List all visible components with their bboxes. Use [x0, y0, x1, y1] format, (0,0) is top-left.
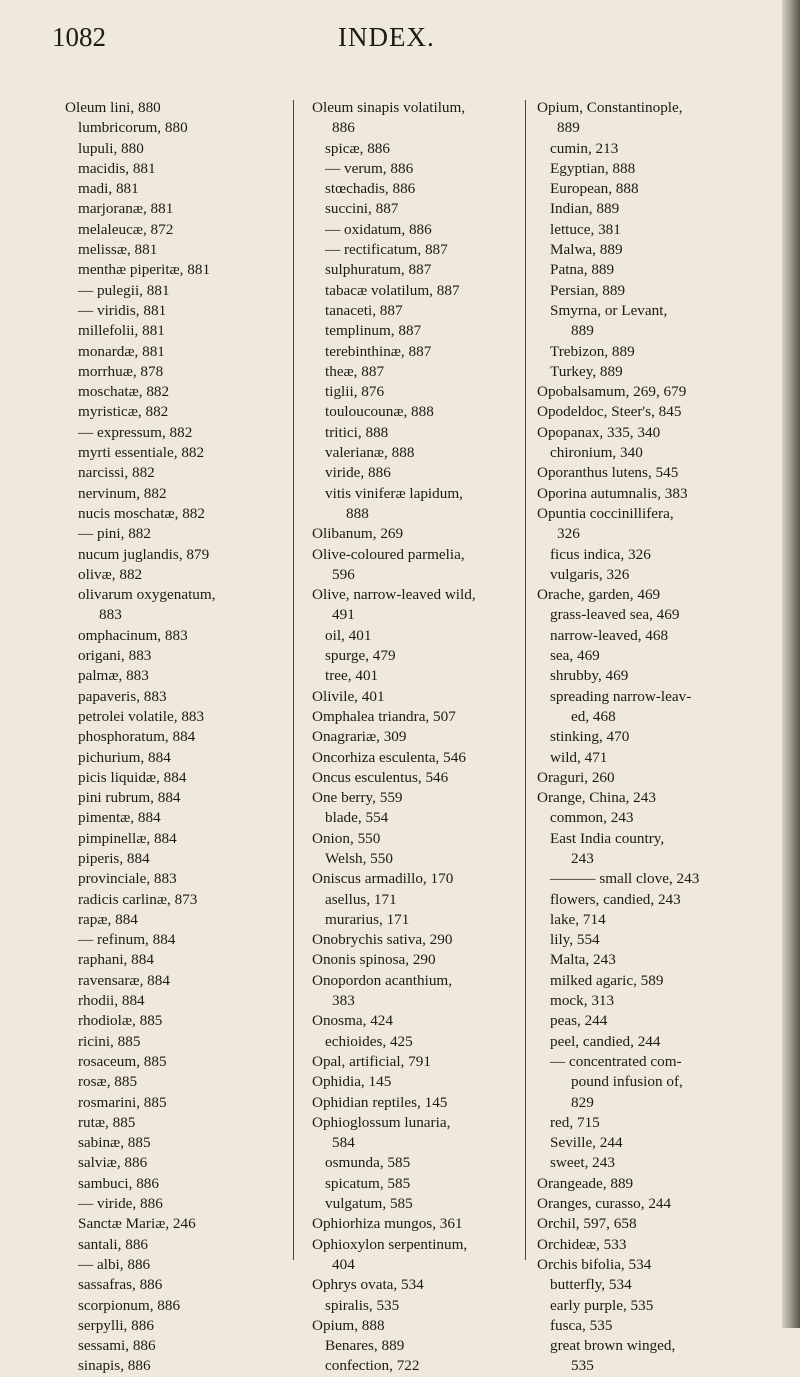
index-entry: 326 — [557, 525, 580, 543]
index-entry: early purple, 535 — [550, 1296, 654, 1314]
index-entry: papaveris, 883 — [78, 687, 167, 705]
index-entry: sea, 469 — [550, 647, 600, 665]
index-entry: nucis moschatæ, 882 — [78, 504, 205, 522]
index-entry: raphani, 884 — [78, 951, 154, 969]
index-entry: picis liquidæ, 884 — [78, 768, 187, 786]
index-entry: olivæ, 882 — [78, 565, 143, 583]
index-entry: Orange, China, 243 — [537, 789, 656, 807]
index-entry: stinking, 470 — [550, 728, 630, 746]
index-entry: monardæ, 881 — [78, 342, 165, 360]
index-entry: mock, 313 — [550, 992, 615, 1010]
index-entry: 596 — [332, 565, 355, 583]
index-entry: Turkey, 889 — [550, 362, 623, 380]
index-entry: rhodii, 884 — [78, 992, 145, 1010]
index-entry: — expressum, 882 — [78, 423, 193, 441]
index-entry: sambuci, 886 — [78, 1174, 159, 1192]
index-entry: One berry, 559 — [312, 789, 403, 807]
index-entry: provinciale, 883 — [78, 870, 177, 888]
index-entry: Seville, 244 — [550, 1134, 623, 1152]
index-entry: Orchideæ, 533 — [537, 1235, 627, 1253]
index-entry: Malwa, 889 — [550, 241, 623, 259]
index-entry: ——— small clove, 243 — [550, 870, 700, 888]
index-entry: theæ, 887 — [325, 362, 385, 380]
index-entry: Ophidian reptiles, 145 — [312, 1093, 448, 1111]
index-entry: rosæ, 885 — [78, 1073, 138, 1091]
index-entry: Orchil, 597, 658 — [537, 1215, 637, 1233]
index-entry: 491 — [332, 606, 355, 624]
index-entry: Onosma, 424 — [312, 1012, 393, 1030]
index-entry: melissæ, 881 — [78, 241, 158, 259]
index-entry: Oncus esculentus, 546 — [312, 768, 449, 786]
index-entry: tree, 401 — [325, 667, 379, 685]
index-entry: myristicæ, 882 — [78, 403, 169, 421]
index-entry: — viridis, 881 — [78, 301, 167, 319]
index-entry: spicatum, 585 — [325, 1174, 411, 1192]
index-entry: rutæ, 885 — [78, 1113, 136, 1131]
index-entry: — pini, 882 — [78, 525, 151, 543]
index-entry: macidis, 881 — [78, 159, 156, 177]
index-entry: narcissi, 882 — [78, 464, 155, 482]
index-entry: tritici, 888 — [325, 423, 389, 441]
index-entry: tabacæ volatilum, 887 — [325, 281, 460, 299]
index-entry: pichurium, 884 — [78, 748, 171, 766]
index-entry: 889 — [571, 322, 594, 340]
index-entry: pimpinellæ, 884 — [78, 829, 177, 847]
index-entry: — refinum, 884 — [78, 931, 176, 949]
index-entry: asellus, 171 — [325, 890, 397, 908]
index-entry: lupuli, 880 — [78, 139, 144, 157]
index-entry: fusca, 535 — [550, 1316, 613, 1334]
index-entry: 404 — [332, 1255, 355, 1273]
index-entry: vulgatum, 585 — [325, 1195, 413, 1213]
index-entry: echioides, 425 — [325, 1032, 413, 1050]
index-entry: narrow-leaved, 468 — [550, 626, 669, 644]
index-entry: Ononis spinosa, 290 — [312, 951, 436, 969]
index-entry: olivarum oxygenatum, — [78, 586, 216, 604]
index-entry: Opobalsamum, 269, 679 — [537, 383, 687, 401]
index-entry: wild, 471 — [550, 748, 608, 766]
index-entry: spreading narrow-leav- — [550, 687, 692, 705]
index-entry: morrhuæ, 878 — [78, 362, 164, 380]
index-entry: serpylli, 886 — [78, 1316, 154, 1334]
index-entry: origani, 883 — [78, 647, 152, 665]
index-entry: confection, 722 — [325, 1357, 420, 1375]
index-entry: — viride, 886 — [78, 1195, 163, 1213]
index-entry: Ophidia, 145 — [312, 1073, 392, 1091]
index-entry: Persian, 889 — [550, 281, 626, 299]
index-entry: 584 — [332, 1134, 355, 1152]
index-entry: 886 — [332, 119, 355, 137]
index-entry: Oncorhiza esculenta, 546 — [312, 748, 466, 766]
index-entry: milked agaric, 589 — [550, 971, 664, 989]
index-entry: stœchadis, 886 — [325, 180, 416, 198]
index-entry: sweet, 243 — [550, 1154, 615, 1172]
index-entry: Orache, garden, 469 — [537, 586, 661, 604]
index-entry: succini, 887 — [325, 200, 399, 218]
index-entry: Ophioxylon serpentinum, — [312, 1235, 468, 1253]
index-entry: radicis carlinæ, 873 — [78, 890, 198, 908]
index-entry: Indian, 889 — [550, 200, 620, 218]
index-entry: phosphoratum, 884 — [78, 728, 196, 746]
index-entry: pound infusion of, — [571, 1073, 683, 1091]
index-entry: chironium, 340 — [550, 444, 643, 462]
index-entry: Opal, artificial, 791 — [312, 1052, 431, 1070]
index-entry: — verum, 886 — [325, 159, 414, 177]
index-entry: tanaceti, 887 — [325, 301, 403, 319]
index-entry: viride, 886 — [325, 464, 391, 482]
index-entry: palmæ, 883 — [78, 667, 149, 685]
index-entry: grass-leaved sea, 469 — [550, 606, 680, 624]
index-entry: sinapis, 886 — [78, 1357, 151, 1375]
index-entry: — pulegii, 881 — [78, 281, 170, 299]
index-column-1 — [65, 98, 285, 1377]
index-entry: Olive, narrow-leaved wild, — [312, 586, 476, 604]
index-entry: lumbricorum, 880 — [78, 119, 188, 137]
index-entry: Benares, 889 — [325, 1337, 405, 1355]
index-entry: Oporanthus lutens, 545 — [537, 464, 679, 482]
index-entry: sassafras, 886 — [78, 1276, 163, 1294]
index-entry: Olivile, 401 — [312, 687, 385, 705]
index-entry: peel, candied, 244 — [550, 1032, 661, 1050]
index-entry: Sanctæ Mariæ, 246 — [78, 1215, 196, 1233]
index-entry: peas, 244 — [550, 1012, 608, 1030]
index-entry: templinum, 887 — [325, 322, 422, 340]
index-entry: rhodiolæ, 885 — [78, 1012, 163, 1030]
index-entry: tiglii, 876 — [325, 383, 385, 401]
index-entry: terebinthinæ, 887 — [325, 342, 432, 360]
index-entry: pini rubrum, 884 — [78, 789, 181, 807]
index-entry: 889 — [557, 119, 580, 137]
index-entry: Olibanum, 269 — [312, 525, 404, 543]
index-entry: myrti essentiale, 882 — [78, 444, 205, 462]
index-entry: — albi, 886 — [78, 1255, 151, 1273]
index-entry: — oxidatum, 886 — [325, 220, 432, 238]
index-entry: 243 — [571, 849, 594, 867]
index-entry: Opodeldoc, Steer's, 845 — [537, 403, 682, 421]
index-entry: santali, 886 — [78, 1235, 149, 1253]
index-entry: shrubby, 469 — [550, 667, 629, 685]
index-column-2 — [312, 98, 532, 1377]
book-spine-edge — [782, 0, 800, 1328]
index-entry: rapæ, 884 — [78, 910, 138, 928]
index-entry: Welsh, 550 — [325, 849, 393, 867]
index-entry: — concentrated com- — [550, 1052, 682, 1070]
index-entry: ed, 468 — [571, 707, 616, 725]
index-entry: murarius, 171 — [325, 910, 410, 928]
index-entry: butterfly, 534 — [550, 1276, 632, 1294]
index-entry: Oranges, curasso, 244 — [537, 1195, 672, 1213]
index-entry: Smyrna, or Levant, — [550, 301, 668, 319]
index-entry: marjoranæ, 881 — [78, 200, 174, 218]
index-entry: scorpionum, 886 — [78, 1296, 181, 1314]
page-number: 1082 — [52, 22, 106, 52]
index-entry: valerianæ, 888 — [325, 444, 415, 462]
index-entry: sabinæ, 885 — [78, 1134, 151, 1152]
index-entry: Opuntia coccinillifera, — [537, 504, 674, 522]
page-header — [0, 22, 760, 62]
index-entry: cumin, 213 — [550, 139, 619, 157]
index-entry: Ophioglossum lunaria, — [312, 1113, 451, 1131]
index-entry: 383 — [332, 992, 355, 1010]
index-entry: nucum juglandis, 879 — [78, 545, 210, 563]
index-entry: Trebizon, 889 — [550, 342, 635, 360]
index-entry: Ophrys ovata, 534 — [312, 1276, 424, 1294]
index-entry: piperis, 884 — [78, 849, 150, 867]
index-entry: Opium, 888 — [312, 1316, 385, 1334]
index-entry: blade, 554 — [325, 809, 389, 827]
index-entry: rosaceum, 885 — [78, 1052, 167, 1070]
index-entry: spurge, 479 — [325, 647, 396, 665]
index-entry: salviæ, 886 — [78, 1154, 148, 1172]
index-entry: Oleum sinapis volatilum, — [312, 99, 466, 116]
index-entry: Oniscus armadillo, 170 — [312, 870, 454, 888]
index-entry: lily, 554 — [550, 931, 600, 949]
index-entry: — rectificatum, 887 — [325, 241, 448, 259]
index-entry: 888 — [346, 504, 369, 522]
index-entry: ricini, 885 — [78, 1032, 141, 1050]
index-entry: Onopordon acanthium, — [312, 971, 453, 989]
index-entry: lettuce, 381 — [550, 220, 621, 238]
index-entry: melaleucæ, 872 — [78, 220, 174, 238]
index-entry: ficus indica, 326 — [550, 545, 651, 563]
index-entry: Opopanax, 335, 340 — [537, 423, 661, 441]
index-entry: Omphalea triandra, 507 — [312, 707, 456, 725]
index-entry: pimentæ, 884 — [78, 809, 161, 827]
index-entry: Oraguri, 260 — [537, 768, 615, 786]
index-entry: lake, 714 — [550, 910, 606, 928]
index-entry: omphacinum, 883 — [78, 626, 188, 644]
index-entry: nervinum, 882 — [78, 484, 167, 502]
index-entry: spiralis, 535 — [325, 1296, 400, 1314]
index-entry: 883 — [99, 606, 122, 624]
index-entry: menthæ piperitæ, 881 — [78, 261, 211, 279]
index-entry: spicæ, 886 — [325, 139, 390, 157]
index-entry: East India country, — [550, 829, 665, 847]
index-entry: touloucounæ, 888 — [325, 403, 434, 421]
index-entry: Olive-coloured parmelia, — [312, 545, 465, 563]
index-entry: Egyptian, 888 — [550, 159, 636, 177]
index-entry: Oleum lini, 880 — [65, 99, 161, 116]
index-entry: osmunda, 585 — [325, 1154, 411, 1172]
index-entry: Opium, Constantinople, — [537, 99, 683, 116]
index-entry: oil, 401 — [325, 626, 372, 644]
index-entry: moschatæ, 882 — [78, 383, 170, 401]
index-entry: Ophiorhiza mungos, 361 — [312, 1215, 463, 1233]
index-entry: Malta, 243 — [550, 951, 616, 969]
index-entry: great brown winged, — [550, 1337, 676, 1355]
index-entry: 535 — [571, 1357, 594, 1375]
index-entry: Oporina autumnalis, 383 — [537, 484, 688, 502]
index-entry: European, 888 — [550, 180, 639, 198]
index-entry: rosmarini, 885 — [78, 1093, 167, 1111]
index-entry: madi, 881 — [78, 180, 139, 198]
index-entry: vulgaris, 326 — [550, 565, 630, 583]
page-title: INDEX. — [338, 22, 435, 52]
index-entry: Onion, 550 — [312, 829, 381, 847]
index-entry: flowers, candied, 243 — [550, 890, 681, 908]
index-entry: millefolii, 881 — [78, 322, 165, 340]
index-entry: sessami, 886 — [78, 1337, 156, 1355]
column-divider — [293, 100, 294, 1260]
index-entry: red, 715 — [550, 1113, 600, 1131]
index-entry: Orchis bifolia, 534 — [537, 1255, 652, 1273]
index-entry: vitis viniferæ lapidum, — [325, 484, 463, 502]
index-entry: Patna, 889 — [550, 261, 615, 279]
index-entry: common, 243 — [550, 809, 634, 827]
index-column-3 — [537, 98, 757, 1377]
index-entry: petrolei volatile, 883 — [78, 707, 205, 725]
index-entry: 829 — [571, 1093, 594, 1111]
index-entry: Onagrariæ, 309 — [312, 728, 407, 746]
index-entry: sulphuratum, 887 — [325, 261, 432, 279]
index-entry: Orangeade, 889 — [537, 1174, 634, 1192]
index-entry: Onobrychis sativa, 290 — [312, 931, 453, 949]
index-entry: ravensaræ, 884 — [78, 971, 170, 989]
